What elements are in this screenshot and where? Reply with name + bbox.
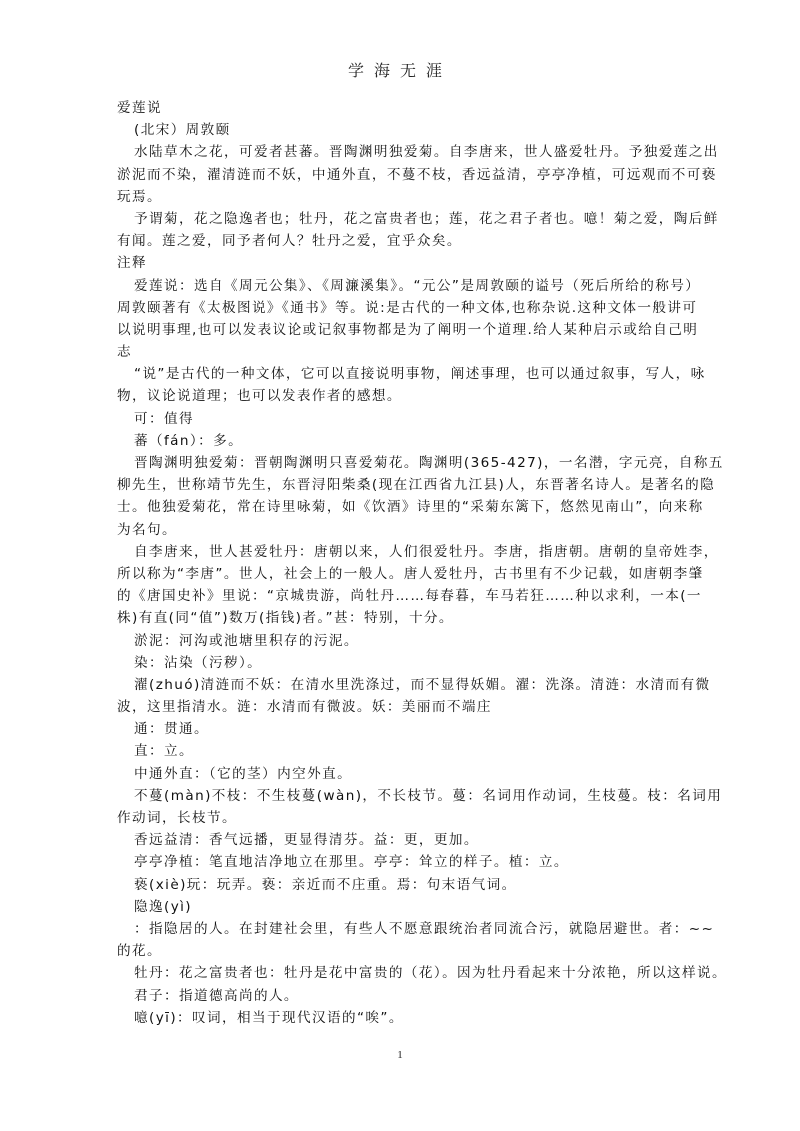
text-line: (北宋）周敦颐	[134, 122, 231, 139]
text-line: 物，议论说道理；也可以发表作者的感想。	[117, 388, 402, 405]
text-line: 染：沾染（污秽）。	[134, 654, 263, 671]
text-line: 噫(yī)：叹词，相当于现代汉语的“唉”。	[134, 1009, 404, 1026]
text-line: 有闻。莲之爱，同予者何人？牡丹之爱，宜乎众矣。	[117, 233, 462, 250]
text-line: 株)有直(同“值”)数万(指钱)者。”甚：特别，十分。	[117, 610, 454, 627]
text-line: 通：贯通。	[134, 721, 209, 738]
text-line: 为名句。	[117, 521, 177, 538]
text-line: 水陆草木之花，可爱者甚蕃。晋陶渊明独爱菊。自李唐来，世人盛爱牡丹。予独爱莲之出	[134, 144, 719, 161]
text-line: 所以称为“李唐”。世人，社会上的一般人。唐人爱牡丹，古书里有不少记载，如唐朝李肇	[117, 565, 704, 582]
text-line: 君子：指道德高尚的人。	[134, 987, 299, 1004]
text-line: 香远益清：香气远播，更显得清芬。益：更，更加。	[134, 832, 479, 849]
text-line: 士。他独爱菊花，常在诗里咏菊，如《饮酒》诗里的“采菊东篱下，悠然见南山”，向来称	[117, 499, 704, 516]
text-line: 晋陶渊明独爱菊：晋朝陶渊明只喜爱菊花。陶渊明(365-427)，一名潜，字元亮，自称五	[134, 455, 724, 471]
text-line: 牡丹：花之富贵者也：牡丹是花中富贵的（花）。因为牡丹看起来十分浓艳，所以这样说。	[134, 965, 727, 982]
text-line: 隐逸(yì)	[134, 898, 193, 915]
text-line: 玩焉。	[117, 188, 162, 205]
text-line: 予谓菊，花之隐逸者也；牡丹，花之富贵者也；莲，花之君子者也。噫！菊之爱，陶后鲜	[134, 210, 719, 227]
text-line: 的花。	[117, 943, 162, 960]
text-line: “说”是古代的一种文体，它可以直接说明事物，阐述事理，也可以通过叙事，写人，咏	[134, 366, 706, 383]
text-line: 淤泥而不染，濯清涟而不妖，中通外直，不蔓不枝，香远益清，亭亭净植，可远观而不可亵	[117, 166, 717, 183]
text-line: 蕃（fán）：多。	[134, 432, 244, 449]
text-line: 可：值得	[134, 410, 194, 427]
text-line: 以说明事理,也可以发表议论或记叙事物都是为了阐明一个道理.给人某种启示或给自己明	[117, 321, 699, 338]
text-line: 直：立。	[134, 743, 194, 760]
text-line: 周敦颐著有《太极图说》《通书》等。说:是古代的一种文体,也称杂说.这种文体一般讲可	[117, 299, 698, 316]
text-line: 的《唐国史补》里说：“京城贵游，尚牡丹……每春暮，车马若狂……种以求利，一本(一	[117, 588, 702, 605]
text-line: 波，这里指清水。涟：水清而有微波。妖：美丽而不端庄	[117, 699, 492, 716]
text-line: 濯(zhuó)清涟而不妖：在清水里洗涤过，而不显得妖媚。濯：洗涤。清涟：水清而有微	[134, 676, 711, 693]
document-title: 爱莲说	[117, 100, 162, 116]
text-line: 作动词，长枝节。	[117, 810, 237, 826]
page-number: 1	[397, 1049, 403, 1061]
document-body	[117, 97, 727, 1029]
text-line: 自李唐来，世人甚爱牡丹：唐朝以来，人们很爱牡丹。李唐，指唐朝。唐朝的皇帝姓李，	[134, 543, 719, 560]
text-line: ：指隐居的人。在封建社会里，有些人不愿意跟统治者同流合污，就隐居避世。者：~~	[134, 920, 715, 937]
text-line: 不蔓(màn)不枝：不生枝蔓(wàn)，不长枝节。蔓：名词用作动词，生枝蔓。枝：名词用	[134, 787, 723, 804]
text-line: 志	[117, 344, 132, 361]
text-line: 中通外直：（它的茎）内空外直。	[134, 765, 353, 782]
text-line: 淤泥：河沟或池塘里积存的污泥。	[134, 632, 359, 649]
section-heading-notes: 注释	[117, 255, 147, 272]
text-line: 柳先生，世称靖节先生，东晋浔阳柴桑(现在江西省九江县)人，东晋著名诗人。是著名的隐	[117, 477, 716, 494]
page-header: 学海无涯	[347, 61, 452, 80]
text-line: 爱莲说：选自《周元公集》、《周濂溪集》。“元公”是周敦颐的谥号（死后所给的称号）	[134, 277, 701, 294]
text-line: 亵(xiè)玩：玩弄。亵：亲近而不庄重。焉：句末语气词。	[134, 876, 517, 893]
text-line: 亭亭净植：笔直地洁净地立在那里。亭亭：耸立的样子。植：立。	[134, 854, 569, 871]
